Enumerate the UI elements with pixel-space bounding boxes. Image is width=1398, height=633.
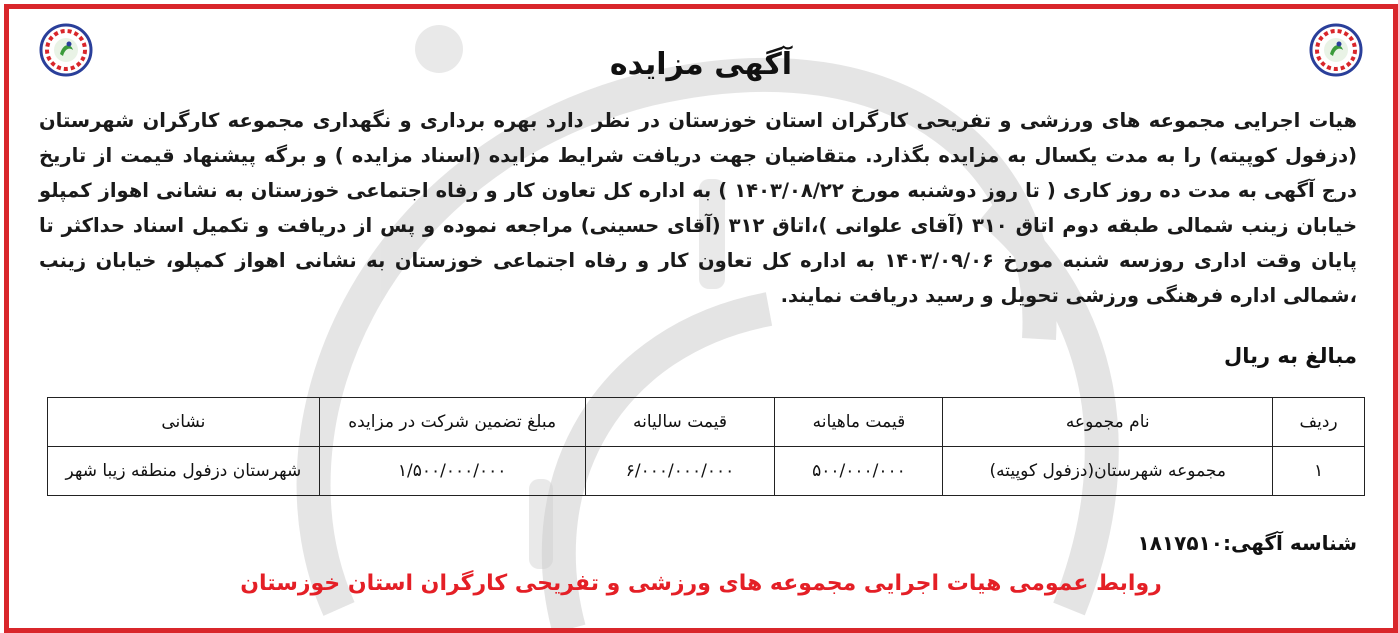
notice-paragraph: هیات اجرایی مجموعه های ورزشی و تفریحی کارگران استان خوزستان در نظر دارد بهره برداری و نگهداری مجموعه کارگران شهرستان (دزفول کوپیته) را به مدت یکسال به مزایده بگذارد. متقاضیان جهت دریافت شرایط مزایده (اسناد مزایده ) و برگه پیشنهاد قیمت از تاریخ درج آگهی به مدت ده روز کاری ( تا روز دوشنبه مورخ ۱۴۰۳/۰۸/۲۲ ) به اداره کل تعاون کار و رفاه اجتماعی خوزستان به نشانی اهواز کمپلو خیابان زینب شمالی طبقه دوم اتاق ۳۱۰ (آقای علوانی )،اتاق ۳۱۲ (آقای حسینی) مراجعه نموده و پس از دریافت و تکمیل اسناد حداکثر تا پایان وقت اداری روزسه شنبه مورخ ۱۴۰۳/۰۹/۰۶ به اداره کل تعاون کار و رفاه اجتماعی خوزستان به نشانی اهواز کمپلو، خیابان زینب ،شمالی اداره فرهنگی ورزشی تحویل و رسید دریافت نمایند. [39, 109, 1358, 307]
column-header: مبلغ تضمین شرکت در مزایده [319, 398, 585, 447]
table-cell: ۱/۵۰۰/۰۰۰/۰۰۰ [319, 447, 585, 496]
table-cell: ۵۰۰/۰۰۰/۰۰۰ [775, 447, 943, 496]
notice-title: آگهی مزایده [609, 47, 793, 82]
auction-table [47, 397, 1365, 496]
column-header: قیمت سالیانه [585, 398, 775, 447]
table-cell: مجموعه شهرستان(دزفول کوپیته) [943, 447, 1273, 496]
notice-frame [4, 4, 1398, 633]
table-row [48, 447, 1365, 496]
amounts-unit-label: مبالغ به ریال [1223, 344, 1357, 368]
column-header: نشانی [48, 398, 320, 447]
column-header: نام مجموعه [943, 398, 1273, 447]
notice-id: شناسه آگهی:۱۸۱۷۵۱۰ [1137, 531, 1357, 555]
table-cell: ۱ [1273, 447, 1365, 496]
table-cell: ۶/۰۰۰/۰۰۰/۰۰۰ [585, 447, 775, 496]
table-header-row [48, 398, 1365, 447]
public-relations-signature: روابط عمومی هیات اجرایی مجموعه های ورزشی و تفریحی کارگران استان خوزستان [240, 571, 1162, 596]
column-header: ردیف [1273, 398, 1365, 447]
table-cell: شهرستان دزفول منطقه زیبا شهر [48, 447, 320, 496]
column-header: قیمت ماهیانه [775, 398, 943, 447]
